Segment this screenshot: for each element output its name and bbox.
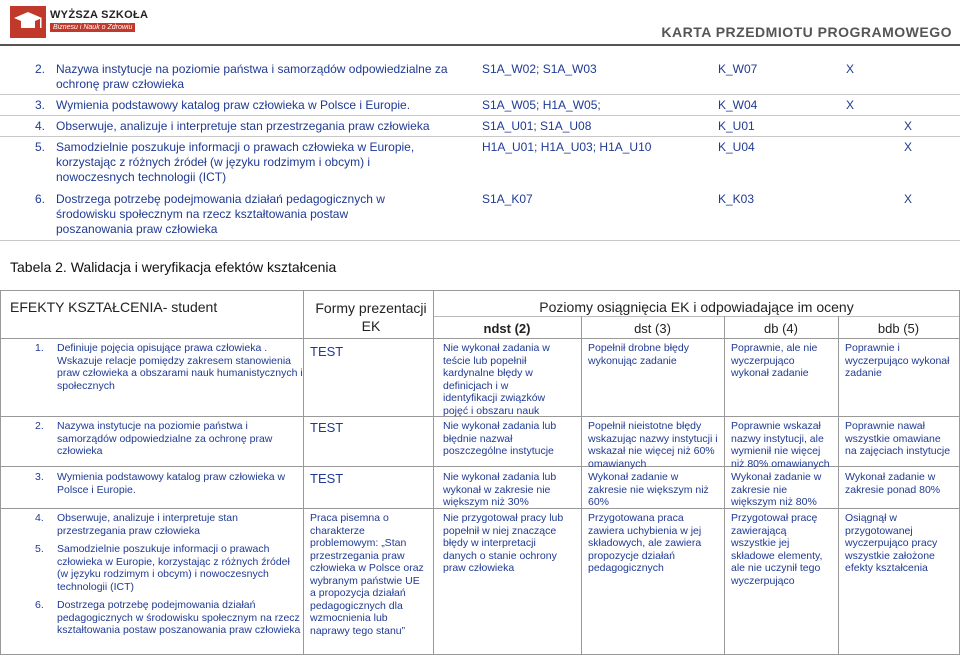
effect-text: Definiuje pojęcia opisujące prawa człowieka . Wskazuje relacje pomiędzy zakresem stanowienia praw człowieka a obszarami nauk humanistycznych i społecznych xyxy=(57,342,303,392)
grade-dst: dst (3) xyxy=(634,321,671,336)
dst-cell: Popełnił drobne błędy wykonując zadanie xyxy=(588,342,689,367)
header-effects: EFEKTY KSZTAŁCENIA- student xyxy=(10,299,218,315)
grade-bdb: bdb (5) xyxy=(877,321,920,336)
logo-line1: WYŻSZA SZKOŁA xyxy=(50,9,149,21)
db-cell: Poprawnie wskazał nazwy instytucji, ale wymienił nie więcej niż 80% omawianych xyxy=(731,420,830,470)
effect-number: 2. xyxy=(35,420,44,432)
grid-line xyxy=(433,290,434,655)
page-header xyxy=(0,0,960,46)
ndst-cell: Nie wykonał zadania lub wykonał w zakresie nie większym niż 30% xyxy=(443,471,557,508)
effect-codes: S1A_U01; S1A_U08 xyxy=(482,119,592,133)
school-logo xyxy=(10,6,150,40)
effect-k-code: K_W07 xyxy=(718,62,758,76)
row-number: 6. xyxy=(35,192,46,206)
ndst-cell: Nie wykonał zadania w teście lub popełnił kardynalne błędy w definicjach i w identyfikacji związków pojęć i obszaru nauk xyxy=(443,342,550,417)
dst-cell: Popełnił nieistotne błędy wskazując nazwy instytucji i wskazał nie więcej niż 60% omawianych xyxy=(588,420,718,470)
effect-k-code: K_U04 xyxy=(718,140,755,154)
db-cell: Poprawnie, ale nie wyczerpująco wykonał zadanie xyxy=(731,342,818,379)
db-cell: Przygotował pracę zawierającą wszystkie jej składowe elementy, ale nie uczynił tego wyczerpująco xyxy=(731,512,823,587)
bdb-cell: Poprawnie nawał wszystkie omawiane na zajęciach instytucje xyxy=(845,420,951,457)
effect-codes: S1A_W05; H1A_W05; xyxy=(482,98,601,112)
graduation-cap-icon xyxy=(10,6,46,38)
grid-line xyxy=(0,338,960,339)
form-cell: TEST xyxy=(310,420,344,435)
effect-text: Obserwuje, analizuje i interpretuje stan przestrzegania praw człowieka xyxy=(57,512,238,537)
header-levels: Poziomy osiągnięcia EK i odpowiadające im oceny xyxy=(539,299,854,315)
effect-text: Samodzielnie poszukuje informacji o prawach człowieka w Europie, korzystając z różnych źródeł (w języku rodzimym i obcym) i nowoczesnych technologii (ICT) xyxy=(57,543,290,593)
logo-line2: Biznesu i Nauk o Zdrowiu xyxy=(50,23,135,32)
effect-mark: X xyxy=(846,98,855,112)
grid-line xyxy=(838,316,839,655)
validation-table xyxy=(0,290,960,655)
effect-mark: X xyxy=(904,192,913,206)
effect-text: Dostrzega potrzebę podejmowania działań pedagogicznych w środowisku społecznym na rzecz kształtowania postaw poszanowania praw człowieka xyxy=(56,192,385,236)
effect-codes: H1A_U01; H1A_U03; H1A_U10 xyxy=(482,140,652,154)
row-divider xyxy=(0,136,960,137)
grid-line xyxy=(0,290,1,655)
effect-text: Nazywa instytucje na poziomie państwa i samorządów odpowiedzialne za ochronę praw człowieka xyxy=(56,62,448,91)
effect-number: 3. xyxy=(35,471,44,483)
effect-text: Wymienia podstawowy katalog praw człowieka w Polsce i Europie. xyxy=(56,98,411,112)
effect-text: Dostrzega potrzebę podejmowania działań pedagogicznych w środowisku społecznym na rzecz kształtowania postaw poszanowania praw człowieka xyxy=(57,599,301,636)
effect-codes: S1A_W02; S1A_W03 xyxy=(482,62,597,76)
effect-number: 1. xyxy=(35,342,44,354)
row-number: 4. xyxy=(35,119,46,133)
effect-number: 4. xyxy=(35,512,44,524)
effect-mark: X xyxy=(904,140,913,154)
bdb-cell: Wykonał zadanie w zakresie ponad 80% xyxy=(845,471,941,496)
form-cell: TEST xyxy=(310,471,344,486)
table-row xyxy=(0,62,960,94)
row-divider xyxy=(0,240,960,241)
effect-codes: S1A_K07 xyxy=(482,192,533,206)
page-title: KARTA PRZEDMIOTU PROGRAMOWEGO xyxy=(661,24,952,40)
effect-k-code: K_U01 xyxy=(718,119,755,133)
grid-line xyxy=(724,316,725,655)
bdb-cell: Poprawnie i wyczerpująco wykonał zadanie xyxy=(845,342,950,379)
effect-text: Samodzielnie poszukuje informacji o prawach człowieka w Europie, korzystając z różnych źródeł (w języku rodzimym i obcym) i nowoczesnych technologii (ICT) xyxy=(56,140,415,184)
grid-line xyxy=(0,290,960,291)
grade-ndst: ndst (2) xyxy=(483,321,531,336)
row-number: 5. xyxy=(35,140,46,154)
effect-number: 5. xyxy=(35,543,44,555)
effect-text: Nazywa instytucje na poziomie państwa i samorządów odpowiedzialne za ochronę praw człowieka xyxy=(57,420,273,457)
effect-number: 6. xyxy=(35,599,44,611)
row-divider xyxy=(0,115,960,116)
effect-k-code: K_K03 xyxy=(718,192,755,206)
ndst-cell: Nie przygotował pracy lub popełnił w niej znaczące błędy w interpretacji danych o stanie ochrony praw człowieka xyxy=(443,512,564,574)
ndst-cell: Nie wykonał zadania lub błędnie nazwał poszczególne instytucje xyxy=(443,420,557,457)
grade-db: db (4) xyxy=(764,321,798,336)
bdb-cell: Osiągnął w przygotowanej wyczerpująco pracy wszystkie założone efekty kształcenia xyxy=(845,512,938,574)
effect-text: Obserwuje, analizuje i interpretuje stan przestrzegania praw człowieka xyxy=(56,119,430,133)
table-caption: Tabela 2. Walidacja i weryfikacja efektów kształcenia xyxy=(10,259,337,275)
effect-text: Wymienia podstawowy katalog praw człowieka w Polsce i Europie. xyxy=(57,471,286,496)
row-divider xyxy=(0,94,960,95)
effect-k-code: K_W04 xyxy=(718,98,758,112)
db-cell: Wykonał zadanie w zakresie nie większym niż 80% xyxy=(731,471,822,508)
row-number: 2. xyxy=(35,62,46,76)
row-number: 3. xyxy=(35,98,46,112)
dst-cell: Wykonał zadanie w zakresie nie większym niż 60% xyxy=(588,471,709,508)
header-forms: Formy prezentacji EK xyxy=(315,300,427,334)
effect-mark: X xyxy=(846,62,855,76)
dst-cell: Przygotowana praca zawiera uchybienia w jej składowych, ale zawiera propozycje działań pedagogicznych xyxy=(588,512,702,574)
form-cell: TEST xyxy=(310,344,344,359)
form-cell: Praca pisemna o charakterze problemowym: „Stan przestrzegania praw człowieka w Polsce oraz wybranym państwie UE a propozycja działań pedagogicznych dla wzmocnienia lub naprawy tego stanu” xyxy=(310,512,424,637)
grid-line xyxy=(581,316,582,655)
effect-mark: X xyxy=(904,119,913,133)
grid-line xyxy=(433,316,960,317)
